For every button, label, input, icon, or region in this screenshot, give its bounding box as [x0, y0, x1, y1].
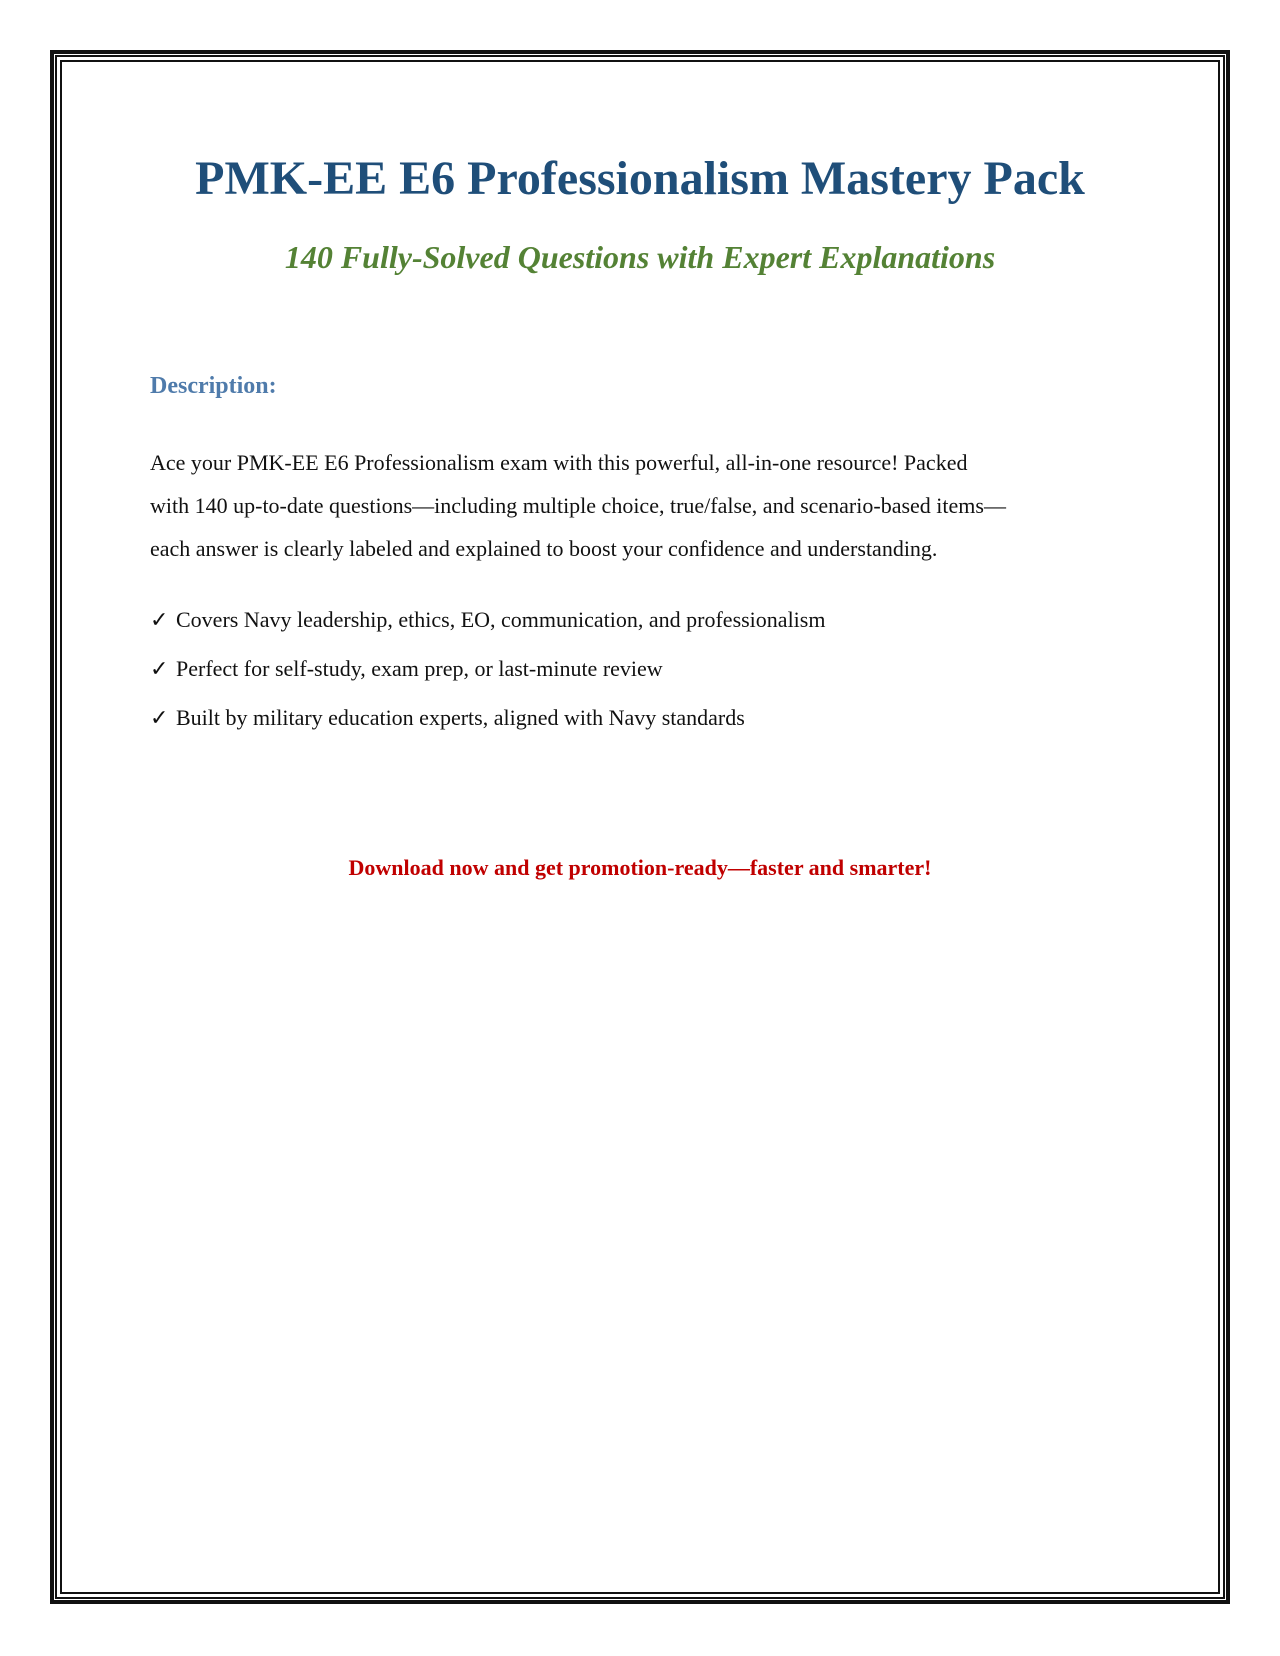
- feature-list: [150, 605, 825, 752]
- document-title: PMK-EE E6 Professionalism Mastery Pack: [195, 152, 1085, 205]
- document-subtitle: 140 Fully-Solved Questions with Expert Explanations: [284, 239, 996, 275]
- list-item-text: Built by military education experts, aligned with Navy standards: [176, 705, 745, 730]
- description-heading: Description:: [150, 373, 277, 399]
- list-item-text: Covers Navy leadership, ethics, EO, communication, and professionalism: [176, 607, 826, 632]
- list-item: [150, 605, 825, 654]
- description-line: Ace your PMK-EE E6 Professionalism exam with this powerful, all-in-one resource! Packed: [150, 450, 968, 475]
- call-to-action: Download now and get promotion-ready—faster and smarter!: [348, 855, 932, 880]
- description-paragraph: [150, 441, 1140, 570]
- description-line: with 140 up-to-date questions—including multiple choice, true/false, and scenario-based items—: [150, 493, 1006, 518]
- page-border-inner: [60, 60, 1220, 1594]
- list-item: [150, 654, 825, 703]
- list-item-text: Perfect for self-study, exam prep, or last-minute review: [176, 656, 663, 681]
- check-icon: ✓: [150, 657, 169, 682]
- description-line: each answer is clearly labeled and explained to boost your confidence and understanding.: [150, 536, 938, 561]
- list-item: [150, 703, 825, 752]
- check-icon: ✓: [150, 706, 169, 731]
- check-icon: ✓: [150, 608, 169, 633]
